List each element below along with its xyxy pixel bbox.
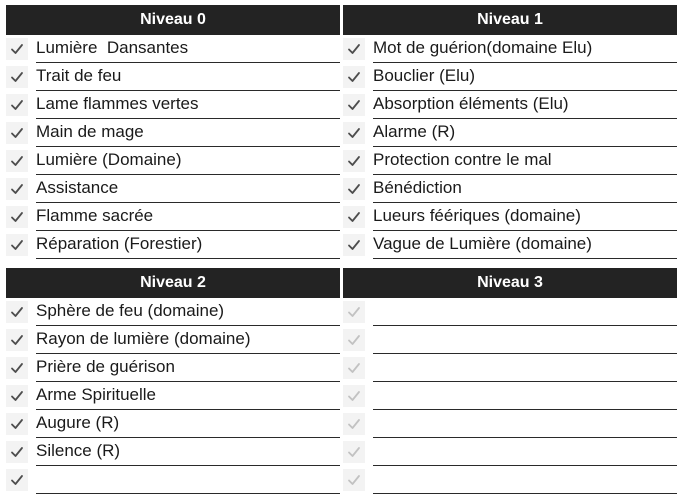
checklist-row xyxy=(6,35,340,63)
checklist-item-label[interactable]: Prière de guérison xyxy=(36,354,340,382)
checklist-item-label[interactable]: Assistance xyxy=(36,175,340,203)
check-icon xyxy=(347,333,361,347)
checkbox[interactable] xyxy=(6,122,28,144)
checklist-row xyxy=(343,466,677,494)
checklist-row xyxy=(6,382,340,410)
level-0-list xyxy=(6,35,340,259)
checklist-item-label[interactable]: Lueurs féériques (domaine) xyxy=(373,203,677,231)
checkbox[interactable] xyxy=(6,301,28,323)
check-icon xyxy=(10,361,24,375)
checklist-item-label[interactable]: Bénédiction xyxy=(373,175,677,203)
checklist-item-label[interactable]: Trait de feu xyxy=(36,63,340,91)
check-icon xyxy=(347,389,361,403)
checklist-item-label[interactable]: Augure (R) xyxy=(36,410,340,438)
checklist-row xyxy=(343,410,677,438)
check-icon xyxy=(10,126,24,140)
checklist-item-label[interactable] xyxy=(373,410,677,438)
check-icon xyxy=(10,473,24,487)
checklist-row xyxy=(6,63,340,91)
checklist-item-label[interactable]: Réparation (Forestier) xyxy=(36,231,340,259)
checkbox[interactable] xyxy=(6,178,28,200)
checkbox[interactable] xyxy=(343,385,365,407)
check-icon xyxy=(10,70,24,84)
check-icon xyxy=(347,305,361,319)
check-icon xyxy=(10,305,24,319)
checklist-row xyxy=(6,119,340,147)
checkbox[interactable] xyxy=(343,122,365,144)
checklist-row xyxy=(343,203,677,231)
checkbox[interactable] xyxy=(6,206,28,228)
checklist-item-label[interactable]: Flamme sacrée xyxy=(36,203,340,231)
check-icon xyxy=(10,417,24,431)
checkbox[interactable] xyxy=(343,357,365,379)
check-icon xyxy=(347,126,361,140)
checklist-row xyxy=(343,175,677,203)
checklist-item-label[interactable]: Silence (R) xyxy=(36,438,340,466)
checkbox[interactable] xyxy=(6,357,28,379)
checklist-row xyxy=(343,63,677,91)
checkbox[interactable] xyxy=(6,413,28,435)
level-3-section xyxy=(343,268,677,494)
check-icon xyxy=(10,182,24,196)
checklist-item-label[interactable] xyxy=(373,326,677,354)
check-icon xyxy=(347,154,361,168)
checklist-row xyxy=(6,326,340,354)
level-1-section xyxy=(343,5,677,259)
checklist-row xyxy=(343,35,677,63)
checkbox[interactable] xyxy=(343,150,365,172)
checklist-row xyxy=(343,298,677,326)
checklist-row xyxy=(343,147,677,175)
checkbox[interactable] xyxy=(6,385,28,407)
check-icon xyxy=(347,417,361,431)
checkbox[interactable] xyxy=(6,150,28,172)
checkbox[interactable] xyxy=(6,66,28,88)
checkbox[interactable] xyxy=(343,413,365,435)
level-2-list xyxy=(6,298,340,494)
checklist-item-label[interactable] xyxy=(373,382,677,410)
check-icon xyxy=(10,98,24,112)
checklist-item-label[interactable] xyxy=(36,466,340,494)
checkbox[interactable] xyxy=(343,38,365,60)
checklist-item-label[interactable] xyxy=(373,298,677,326)
checklist-row xyxy=(343,91,677,119)
checklist-row xyxy=(343,326,677,354)
checklist-item-label[interactable]: Vague de Lumière (domaine) xyxy=(373,231,677,259)
checklist-item-label[interactable]: Bouclier (Elu) xyxy=(373,63,677,91)
check-icon xyxy=(10,210,24,224)
check-icon xyxy=(10,42,24,56)
check-icon xyxy=(347,98,361,112)
checkbox[interactable] xyxy=(6,441,28,463)
check-icon xyxy=(347,210,361,224)
level-0-header: Niveau 0 xyxy=(6,5,340,35)
level-1-header: Niveau 1 xyxy=(343,5,677,35)
checklist-row xyxy=(6,438,340,466)
check-icon xyxy=(347,238,361,252)
checkbox[interactable] xyxy=(6,38,28,60)
level-3-header: Niveau 3 xyxy=(343,268,677,298)
checklist-item-label[interactable]: Absorption éléments (Elu) xyxy=(373,91,677,119)
checklist-row xyxy=(343,354,677,382)
check-icon xyxy=(347,182,361,196)
checklist-row xyxy=(6,354,340,382)
checklist-row xyxy=(6,91,340,119)
check-icon xyxy=(347,42,361,56)
checklist-item-label[interactable]: Arme Spirituelle xyxy=(36,382,340,410)
level-2-section xyxy=(6,268,340,494)
checklist-row xyxy=(6,298,340,326)
checkbox[interactable] xyxy=(343,94,365,116)
level-1-list xyxy=(343,35,677,259)
checklist-row xyxy=(343,119,677,147)
check-icon xyxy=(10,154,24,168)
checklist-item-label[interactable]: Sphère de feu (domaine) xyxy=(36,298,340,326)
checklist-row xyxy=(343,231,677,259)
checklist-row xyxy=(343,438,677,466)
check-icon xyxy=(347,70,361,84)
checklist-item-label[interactable]: Mot de guérion(domaine Elu) xyxy=(373,35,677,63)
checklist-row xyxy=(6,175,340,203)
checklist-row xyxy=(343,382,677,410)
checkbox[interactable] xyxy=(343,66,365,88)
checklist-item-label[interactable] xyxy=(373,354,677,382)
checklist-row xyxy=(6,231,340,259)
checkbox[interactable] xyxy=(343,234,365,256)
check-icon xyxy=(347,445,361,459)
checklist-row xyxy=(6,466,340,494)
level-0-section xyxy=(6,5,340,259)
checkbox[interactable] xyxy=(343,206,365,228)
check-icon xyxy=(347,473,361,487)
checkbox[interactable] xyxy=(6,234,28,256)
check-icon xyxy=(347,361,361,375)
checklist-item-label[interactable] xyxy=(373,438,677,466)
checklist-item-label[interactable]: Protection contre le mal xyxy=(373,147,677,175)
level-3-list xyxy=(343,298,677,494)
checklist-row xyxy=(6,410,340,438)
checklist-item-label[interactable]: Lumière (Domaine) xyxy=(36,147,340,175)
check-icon xyxy=(10,238,24,252)
checklist-item-label[interactable]: Rayon de lumière (domaine) xyxy=(36,326,340,354)
checklist-row xyxy=(6,147,340,175)
checkbox[interactable] xyxy=(343,469,365,491)
checklist-item-label[interactable] xyxy=(373,466,677,494)
checkbox[interactable] xyxy=(6,329,28,351)
checkbox[interactable] xyxy=(6,469,28,491)
level-2-header: Niveau 2 xyxy=(6,268,340,298)
checkbox[interactable] xyxy=(343,441,365,463)
checkbox[interactable] xyxy=(343,329,365,351)
checklist-item-label[interactable]: Lame flammes vertes xyxy=(36,91,340,119)
check-icon xyxy=(10,333,24,347)
check-icon xyxy=(10,445,24,459)
checkbox[interactable] xyxy=(6,94,28,116)
checklist-row xyxy=(6,203,340,231)
checkbox[interactable] xyxy=(343,178,365,200)
checklist-item-label[interactable]: Lumière Dansantes xyxy=(36,35,340,63)
checkbox[interactable] xyxy=(343,301,365,323)
check-icon xyxy=(10,389,24,403)
checklist-item-label[interactable]: Alarme (R) xyxy=(373,119,677,147)
checklist-item-label[interactable]: Main de mage xyxy=(36,119,340,147)
